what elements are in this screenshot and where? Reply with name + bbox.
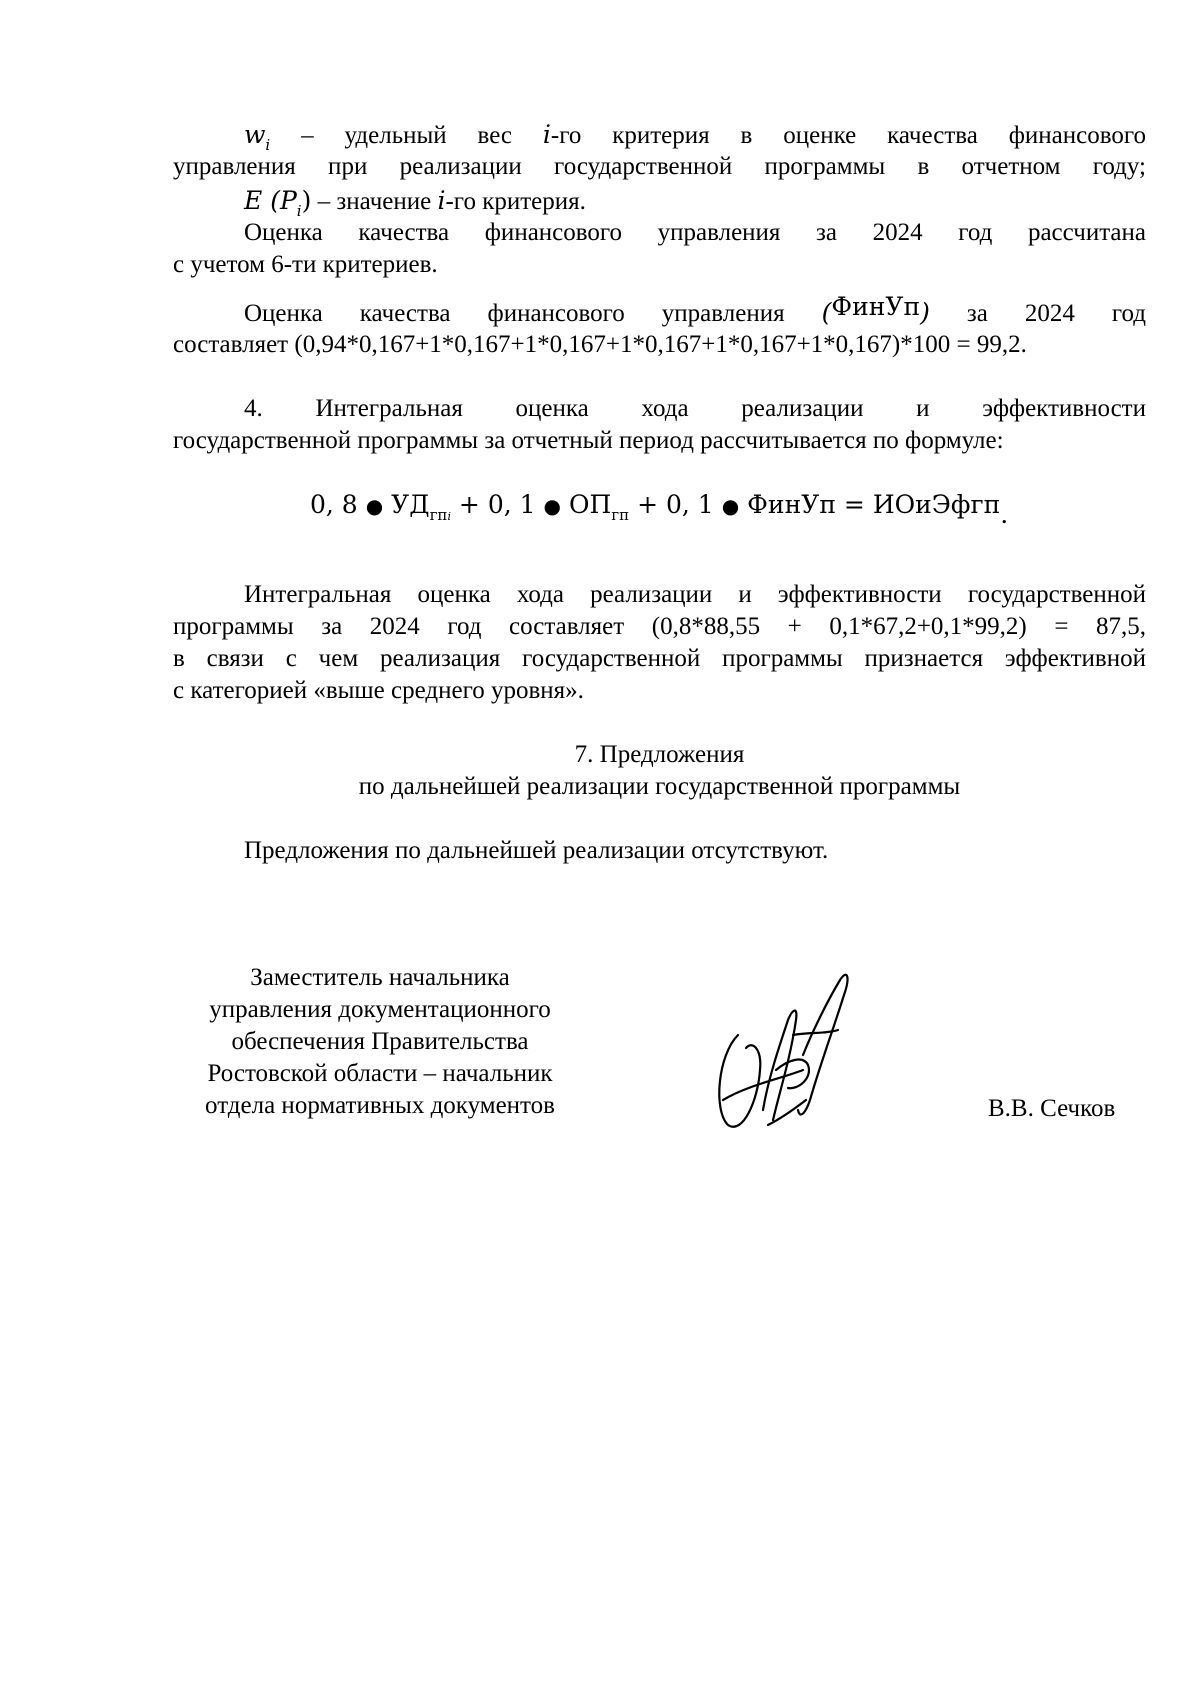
- finup-line2: составляет (0,94*0,167+1*0,167+1*0,167+1*0,167+1*0,167+1*0,167)*100 = 99,2.: [173, 331, 1027, 358]
- integral-line1: Интегральная оценка хода реализации и эффективности государственной: [244, 581, 1146, 608]
- finup-symbol: ФинУп: [831, 292, 921, 321]
- section7-title: 7. Предложения: [574, 741, 745, 768]
- integral-formula: 0, 8 ● $УД_{гпi} + 0$, 1 ● $ОП_{гп} + 0$, 1 ● ФинУп = ИОиЭфгп.: [310, 490, 1009, 529]
- signatory-name: В.В. Сечков: [988, 1095, 1116, 1122]
- w-subscript: i: [265, 136, 271, 154]
- integral-line2: программы за 2024 год составляет (0,8*88,55 + 0,1*67,2+0,1*99,2) = 87,5,: [173, 613, 1146, 640]
- weight-definition-line2: управления при реализации государственной программы в отчетном году;: [173, 153, 1146, 180]
- finup-line1: Оценка качества финансового управления (ФинУп) за 2024 год: [244, 292, 1147, 327]
- section4-line2: государственной программы за отчетный период рассчитывается по формуле:: [173, 427, 1004, 454]
- section4-line1: 4. Интегральная оценка хода реализации и эффективности: [244, 395, 1146, 422]
- assessment-line1: Оценка качества финансового управления за 2024 год рассчитана: [244, 219, 1146, 246]
- assessment-line2: с учетом 6-ти критериев.: [173, 251, 438, 278]
- integral-line3: в связи с чем реализация государственной программы признается эффективной: [173, 645, 1146, 672]
- weight-definition-line1: $w_i$ – удельный вес i-го критерия в оценке качества финансового: [244, 120, 1146, 154]
- handwritten-signature: [708, 960, 858, 1140]
- signatory-position: Заместитель начальника управления документационного обеспечения Правительства Ростовской области – начальник отдела нормативных документов: [205, 964, 555, 1119]
- multiply-dot: ●: [365, 494, 384, 518]
- integral-line4: с категорией «выше среднего уровня».: [173, 677, 584, 704]
- i-symbol: i: [542, 120, 551, 149]
- criterion-value-definition: E $(P_i)$ – значение i-го критерия.: [244, 186, 586, 220]
- w-symbol: w: [244, 120, 266, 149]
- section7-text: Предложения по дальнейшей реализации отсутствуют.: [244, 837, 829, 864]
- e-symbol: E (P: [244, 186, 297, 215]
- section7-subtitle: по дальнейшей реализации государственной программы: [358, 773, 961, 800]
